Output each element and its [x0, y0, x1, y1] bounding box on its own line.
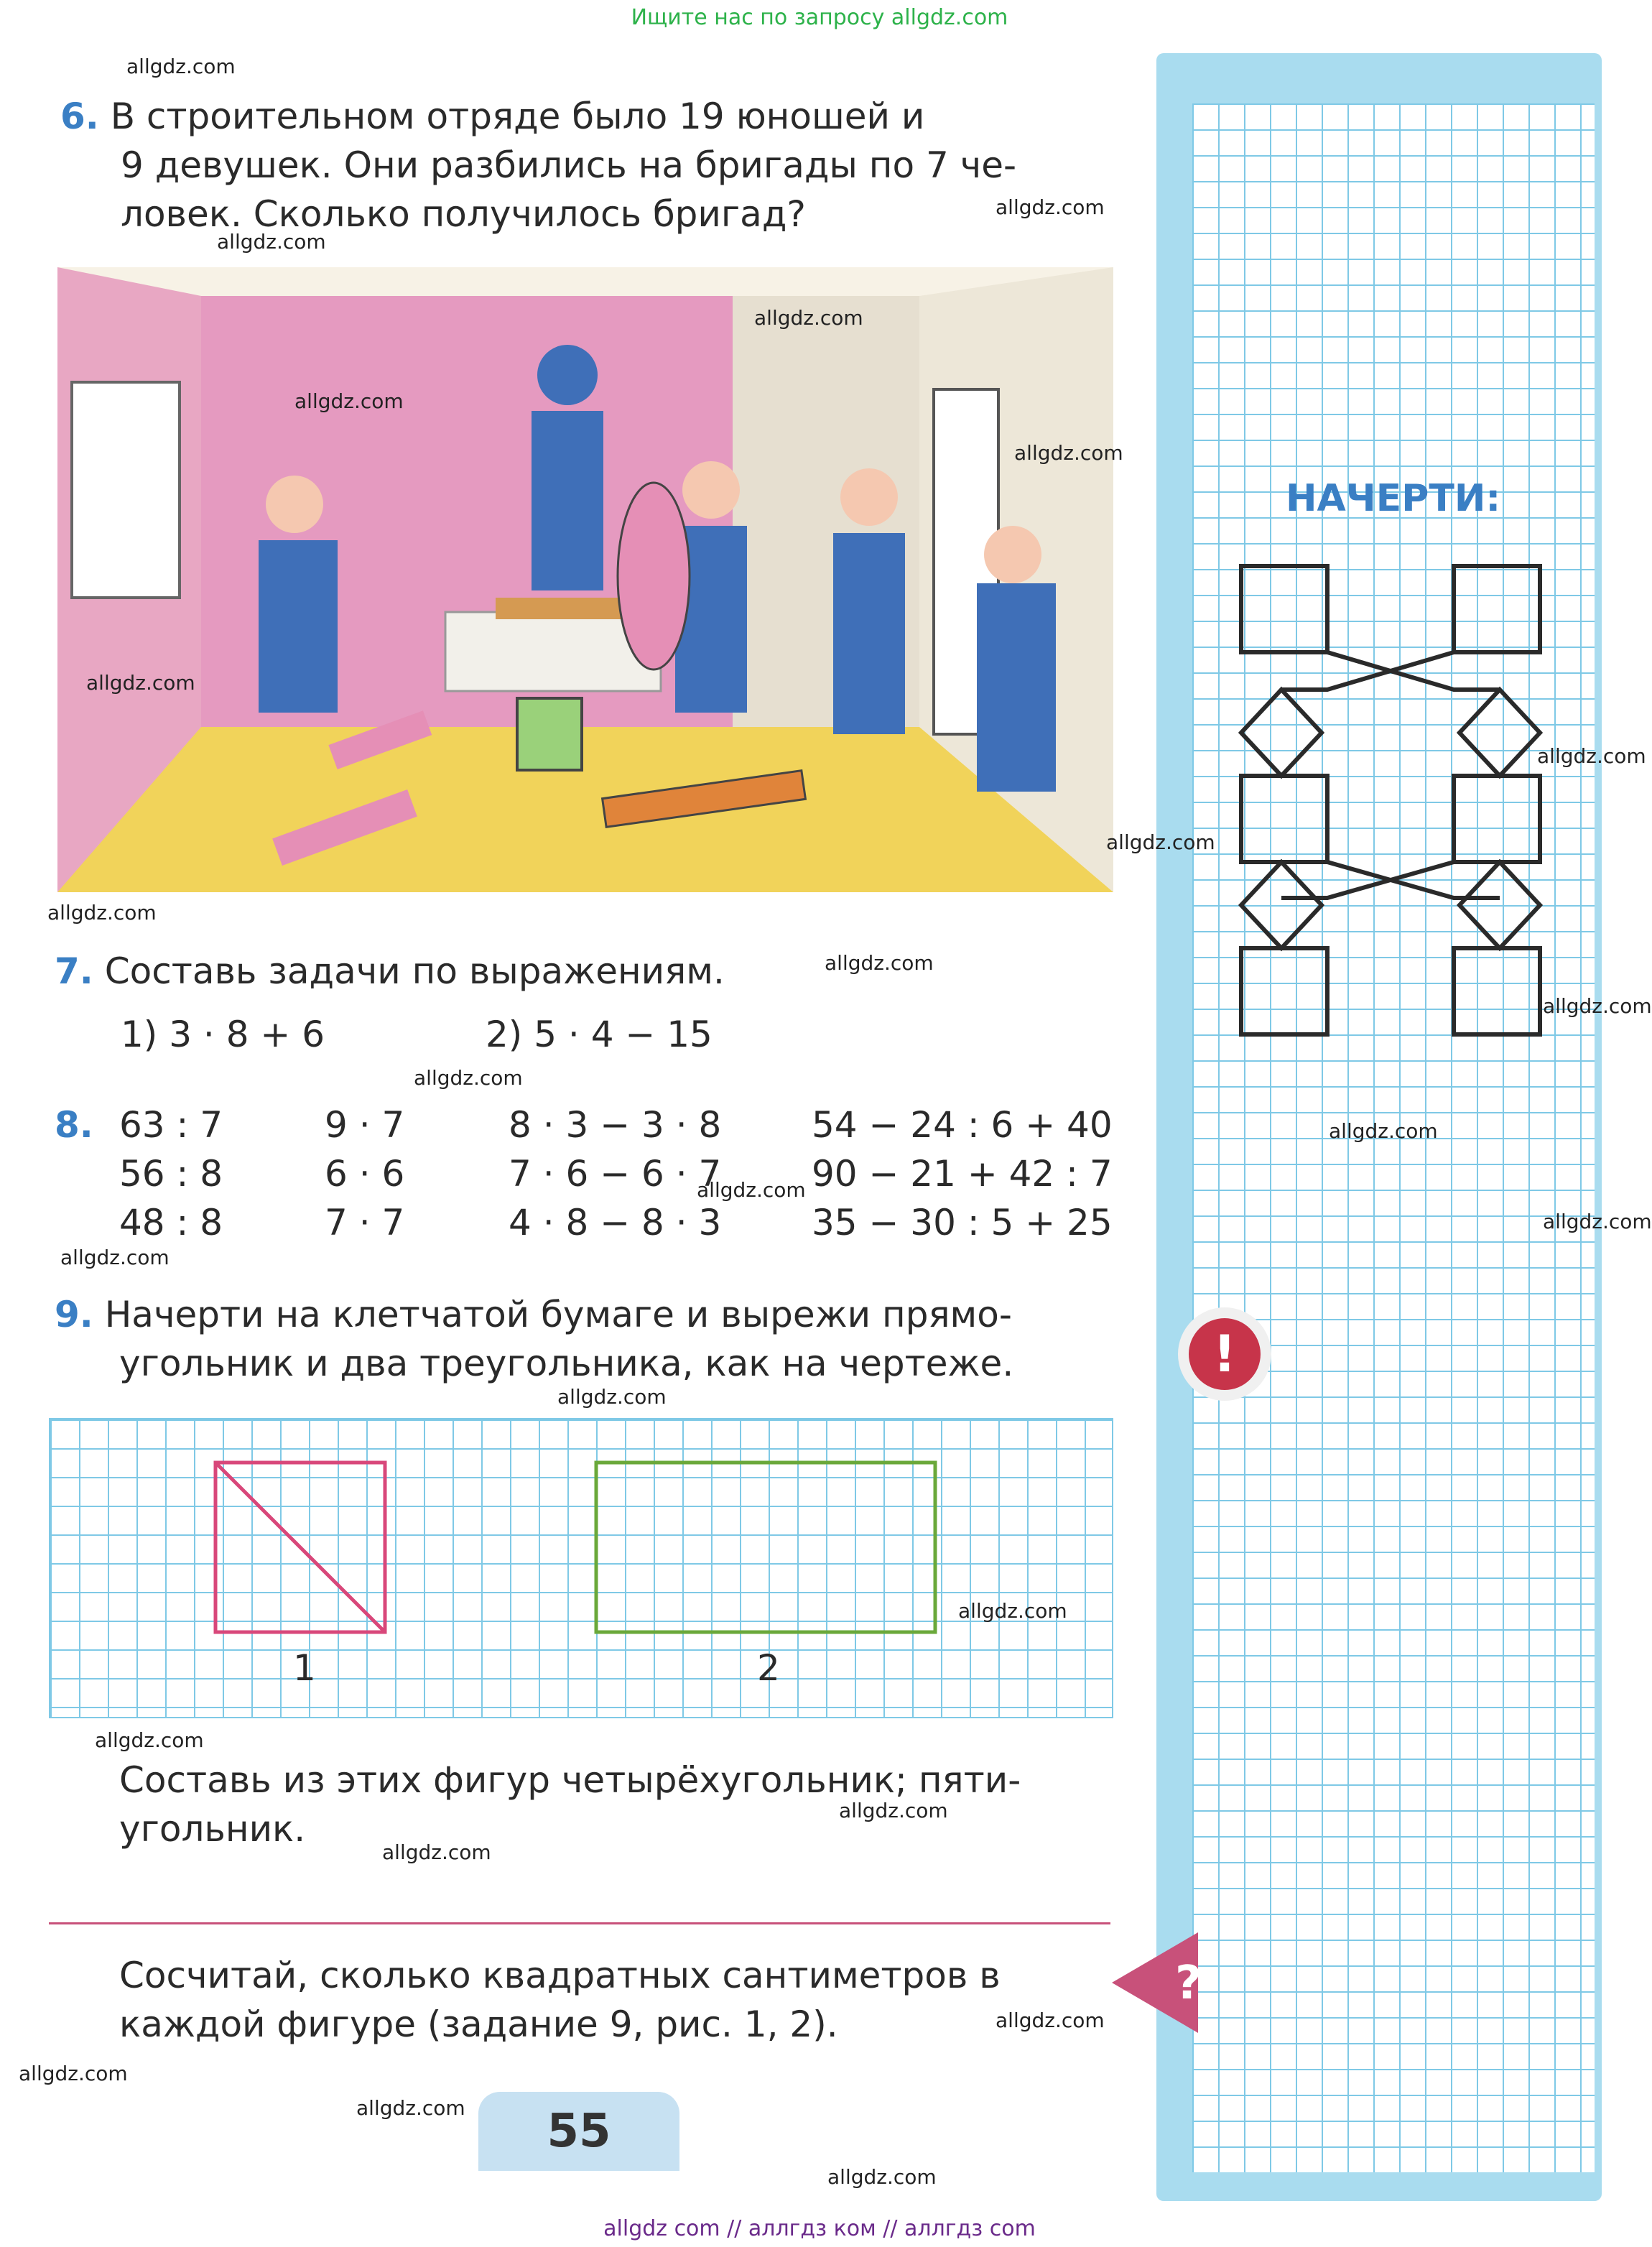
task6-text: [60, 92, 1116, 238]
task6-line3: ловек. Сколько получилось бригад?: [121, 193, 806, 235]
task8-col4: [812, 1101, 1113, 1247]
question-line1: Сосчитай, сколько квадратных сантиметров в: [119, 1955, 1001, 1996]
figure2-rectangle: [596, 1463, 935, 1632]
task8-col3: [509, 1101, 721, 1247]
task8-expr: 54 − 24 : 6 + 40: [812, 1104, 1113, 1146]
watermark: allgdz.com: [382, 1840, 491, 1864]
task9-after-line2: угольник.: [119, 1808, 306, 1850]
figure2-label: 2: [757, 1647, 780, 1689]
task9-line1: Начерти на клетчатой бумаге и вырежи прямо-: [104, 1294, 1012, 1335]
watermark: allgdz.com: [356, 2096, 465, 2120]
watermark: allgdz.com: [1537, 744, 1646, 768]
question-text: [119, 1951, 1118, 2049]
task9-after: [119, 1756, 1118, 1853]
task8-expr: 90 − 21 + 42 : 7: [812, 1153, 1113, 1195]
watermark: allgdz.com: [1014, 441, 1123, 465]
task6-line1: В строительном отряде было 19 юношей и: [110, 96, 925, 137]
watermark: allgdz.com: [414, 1066, 523, 1090]
sidebar-title: НАЧЕРТИ:: [1286, 477, 1501, 520]
watermark: allgdz.com: [839, 1799, 948, 1822]
task8-col1: [119, 1101, 223, 1247]
task8-expr: 7 · 7: [325, 1202, 405, 1243]
question-badge: [1112, 1932, 1205, 2033]
watermark: allgdz.com: [1106, 830, 1215, 854]
sidebar-drawing: [1221, 553, 1566, 1042]
task6-line2: 9 девушек. Они разбились на бригады по 7 че-: [121, 144, 1016, 186]
exclamation-icon: !: [1189, 1318, 1261, 1390]
watermark: allgdz.com: [60, 1246, 170, 1269]
task9-figures: [49, 1418, 1112, 1718]
watermark: allgdz.com: [697, 1178, 806, 1202]
task9-number: 9.: [55, 1294, 93, 1335]
task7-line: Составь задачи по выражениям.: [104, 950, 725, 992]
watermark: allgdz.com: [827, 2165, 937, 2189]
watermark: allgdz.com: [1329, 1119, 1438, 1143]
task8-expr: 56 : 8: [119, 1153, 223, 1195]
task9-text: [55, 1290, 1110, 1388]
task7-expr2: 2) 5 · 4 − 15: [486, 1014, 713, 1055]
page-number: 55: [478, 2092, 679, 2171]
task8-expr: 7 · 6 − 6 · 7: [509, 1153, 722, 1195]
task8-col2: [325, 1101, 404, 1247]
watermark: allgdz.com: [825, 951, 934, 975]
watermark: allgdz.com: [47, 901, 157, 925]
task7-number: 7.: [55, 950, 93, 992]
task8-expr: 6 · 6: [325, 1153, 405, 1195]
figure1-diagonal: [215, 1463, 385, 1632]
task8-expr: 4 · 8 − 8 · 3: [509, 1202, 722, 1243]
construction-illustration: [57, 267, 1113, 892]
task9-line2: угольник и два треугольника, как на чертеже.: [119, 1343, 1014, 1384]
task8-number: 8.: [55, 1104, 93, 1146]
watermark: allgdz.com: [958, 1599, 1067, 1623]
watermark: allgdz.com: [217, 230, 326, 254]
watermark: allgdz.com: [95, 1728, 204, 1752]
watermark: allgdz.com: [754, 306, 863, 330]
watermark: allgdz.com: [996, 195, 1105, 219]
task9-after-line1: Составь из этих фигур четырёхугольник; пяти-: [119, 1759, 1021, 1801]
task8-expr: 8 · 3 − 3 · 8: [509, 1104, 722, 1146]
task8-expr: 35 − 30 : 5 + 25: [812, 1202, 1113, 1243]
bottom-banner: allgdz com // аллгдз ком // аллгдз com: [603, 2216, 1036, 2241]
task8-expr: 9 · 7: [325, 1104, 405, 1146]
watermark: allgdz.com: [1543, 1210, 1652, 1233]
task8-expr: 63 : 7: [119, 1104, 223, 1146]
watermark: allgdz.com: [19, 2062, 128, 2085]
watermark: allgdz.com: [294, 389, 404, 413]
task7-expr1: 1) 3 · 8 + 6: [121, 1014, 325, 1055]
watermark: allgdz.com: [126, 55, 236, 78]
top-banner: Ищите нас по запросу allgdz.com: [631, 5, 1008, 30]
watermark: allgdz.com: [996, 2009, 1105, 2032]
task7-text: [55, 947, 1110, 996]
exclamation-badge: [1178, 1307, 1271, 1401]
watermark: allgdz.com: [1543, 994, 1652, 1018]
figure1-label: 1: [293, 1647, 316, 1689]
task8-expr: 48 : 8: [119, 1202, 223, 1243]
watermark: allgdz.com: [557, 1385, 667, 1409]
divider-line: [49, 1922, 1110, 1924]
question-mark-icon: ?: [1175, 1957, 1202, 2010]
question-line2: каждой фигуре (задание 9, рис. 1, 2).: [119, 2003, 838, 2045]
task6-number: 6.: [60, 96, 99, 137]
watermark: allgdz.com: [86, 671, 195, 695]
